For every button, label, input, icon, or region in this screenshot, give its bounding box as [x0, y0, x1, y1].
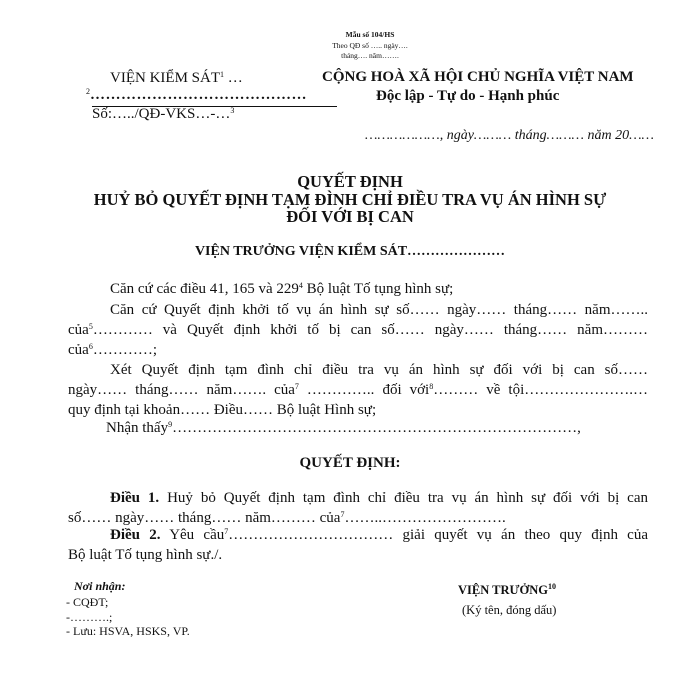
footnote-ref: 2 [86, 87, 90, 96]
recipient-item: - Lưu: HSVA, HSKS, VP. [66, 624, 190, 638]
footnote-ref: 3 [230, 106, 235, 115]
footnote-ref: 9 [168, 420, 173, 429]
article-2-label: Điều 2. [110, 527, 161, 543]
text-span: của [68, 342, 89, 358]
article-1-label: Điều 1. [110, 490, 160, 506]
form-code: Mẫu số 104/HS [345, 30, 395, 39]
text-span: ………… và Quyết định khởi tố bị can số…… ngày…… tháng…… năm……… [92, 322, 648, 338]
text-span: số…… ngày…… tháng…… năm……… của [68, 510, 341, 526]
document-number-text: Số:…../QĐ-VKS…-… [92, 106, 231, 122]
agency-tail: … [224, 70, 243, 86]
finding-paragraph [106, 420, 581, 437]
signer-title [458, 583, 556, 598]
text-span: …………………………… giải quyết vụ án theo quy định của [228, 527, 648, 543]
decision-subject-cont: ĐỐI VỚI BỊ CAN [286, 207, 414, 226]
text-span: ………….. đối với [298, 382, 430, 398]
text-span: Bộ luật Tố tụng hình sự; [302, 281, 454, 297]
footnote-ref: 1 [220, 70, 224, 79]
footnote-ref: 5 [88, 322, 93, 331]
agency-name [110, 70, 243, 87]
basis-paragraph-2-cont [68, 322, 648, 339]
footnote-ref: 4 [298, 281, 303, 290]
text-span: Căn cứ các điều 41, 165 và 229 [110, 281, 299, 297]
decision-title: QUYẾT ĐỊNH [297, 172, 403, 191]
agency-label: VIỆN KIỂM SÁT [110, 70, 220, 86]
consideration-paragraph: Xét Quyết định tạm đình chỉ điều tra vụ án hình sự đối với bị can số…… [110, 362, 648, 378]
article-1 [110, 490, 648, 507]
date-place-line: ………………, ngày……… tháng……… năm 20…… [365, 128, 654, 143]
basis-paragraph-2: Căn cứ Quyết định khởi tố vụ án hình sự số…… ngày…… tháng…… năm…….. [110, 302, 648, 318]
text-span: …………; [92, 342, 157, 358]
document-number [92, 106, 234, 123]
basis-paragraph-1 [110, 281, 453, 298]
form-reference-line: Theo QĐ số ….. ngày…. [332, 41, 408, 50]
text-span: ……… về tội………………….… [433, 382, 649, 398]
sub-agency-line [86, 87, 307, 104]
footnote-ref: 7 [340, 510, 345, 519]
signer-note: (Ký tên, đóng dấu) [462, 603, 557, 617]
article-1-cont [68, 510, 506, 527]
footnote-ref: 7 [224, 527, 229, 536]
recipient-item: -……….; [66, 610, 113, 624]
footnote-ref: 6 [88, 342, 93, 351]
consideration-paragraph-cont [68, 382, 648, 399]
footnote-ref: 7 [294, 382, 299, 391]
issuing-authority: VIỆN TRƯỞNG VIỆN KIỂM SÁT………………… [194, 244, 506, 259]
consideration-paragraph-end: quy định tại khoản…… Điều…… Bộ luật Hình sự; [68, 402, 377, 418]
footnote-ref: 10 [547, 582, 556, 591]
signer-title-text: VIỆN TRƯỞNG [458, 583, 548, 597]
text-span: Huỷ bỏ Quyết định tạm đình chỉ điều tra vụ án hình sự đối với bị can [159, 490, 648, 506]
national-motto: Độc lập - Tự do - Hạnh phúc [376, 88, 560, 104]
text-span: ………………………………………………………………………, [172, 420, 581, 436]
basis-paragraph-2-end [68, 342, 157, 359]
country-name: CỘNG HOÀ XÃ HỘI CHỦ NGHĨA VIỆT NAM [322, 69, 634, 85]
decision-heading: QUYẾT ĐỊNH: [299, 455, 401, 471]
text-span: ……..……………………. [344, 510, 506, 526]
recipients-title: Nơi nhận: [74, 579, 126, 593]
form-reference-line: tháng…. năm……. [341, 51, 399, 60]
article-2 [110, 527, 648, 544]
footnote-ref: 8 [429, 382, 434, 391]
decision-subject: HUỶ BỎ QUYẾT ĐỊNH TẠM ĐÌNH CHỈ ĐIỀU TRA VỤ ÁN HÌNH SỰ [93, 190, 607, 209]
article-2-cont: Bộ luật Tố tụng hình sự./. [68, 547, 223, 563]
text-span: Yêu cầu [160, 527, 225, 543]
text-span: của [68, 322, 89, 338]
text-span: Nhận thấy [106, 420, 169, 436]
recipient-item: - CQĐT; [66, 595, 109, 609]
sub-agency-dots: …………………………………… [90, 87, 307, 103]
text-span: ngày…… tháng…… năm……. của [68, 382, 295, 398]
